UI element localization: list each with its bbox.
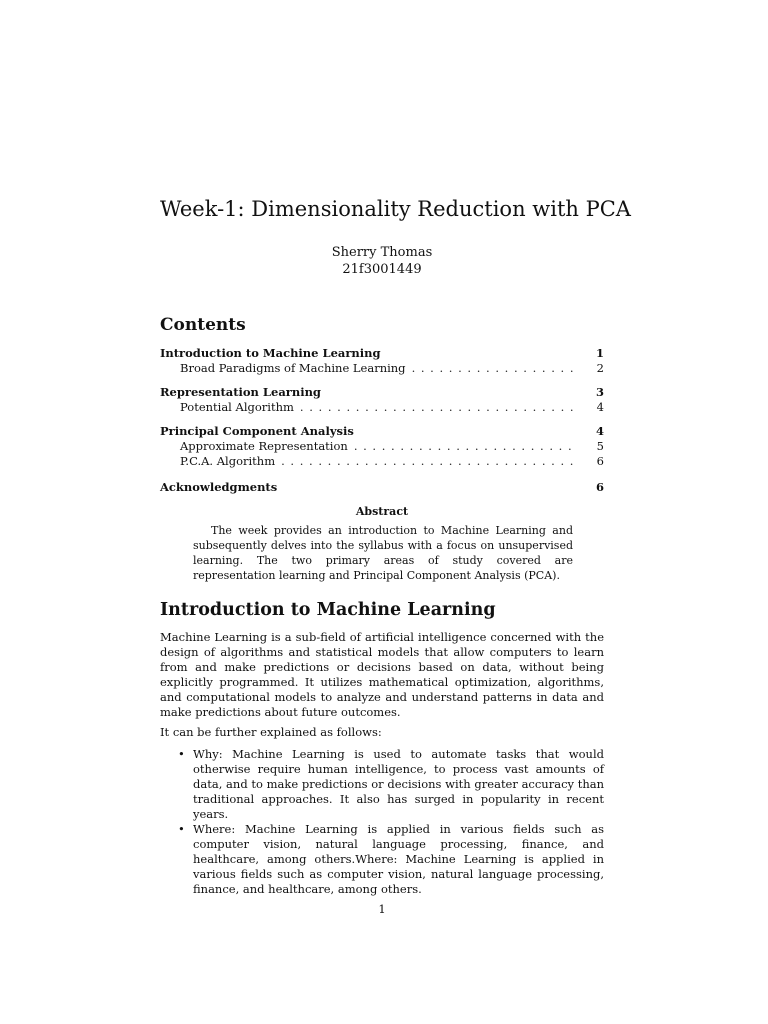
toc-subentry-label: Potential Algorithm	[180, 400, 294, 414]
toc-subentry-page: 5	[596, 439, 604, 453]
toc-entry[interactable]	[160, 385, 604, 400]
section-heading: Introduction to Machine Learning	[160, 600, 496, 620]
roll-number: 21f3001449	[342, 262, 422, 277]
contents-heading: Contents	[160, 315, 246, 335]
list-item-text: Why: Machine Learning is used to automate tasks that would otherwise require human intelligence, to process vast amounts of data, and to make predictions or decisions with greater accuracy than traditional approaches. It also has surged in popularity in recent years.	[193, 747, 604, 821]
toc-entry-label: Acknowledgments	[160, 480, 278, 494]
body-paragraph: Machine Learning is a sub-field of artificial intelligence concerned with the design of algorithms and statistical models that allow computers to learn from and make predictions or decisions based on data, without being explicitly programmed. It utilizes mathematical optimization, algorithms, and computational models to analyze and understand patterns in data and make predictions about future outcomes.	[160, 630, 604, 719]
toc-section	[160, 480, 604, 495]
toc-section	[160, 385, 604, 415]
toc-entry-page: 4	[595, 424, 604, 438]
paper-page	[160, 0, 631, 1024]
toc-leader-dots	[281, 454, 578, 469]
toc-section	[160, 346, 604, 376]
bullet-icon: •	[178, 822, 185, 836]
bullet-list	[160, 747, 604, 897]
toc-subentry-label: Broad Paradigms of Machine Learning	[180, 361, 406, 375]
toc-subentry-page: 4	[596, 400, 604, 414]
toc-entry[interactable]	[160, 424, 604, 439]
body-paragraph: It can be further explained as follows:	[160, 725, 382, 739]
list-item	[160, 822, 604, 897]
list-item-text: Where: Machine Learning is applied in various fields such as computer vision, natural language processing, finance, and healthcare, among others.Where: Machine Learning is applied in various fields such as computer vision, natural language processing, finance, and healthcare, among others.	[193, 822, 604, 896]
toc-subentry[interactable]	[160, 400, 604, 415]
toc-subentry-label: Approximate Representation	[180, 439, 348, 453]
toc-subentry[interactable]	[160, 454, 604, 469]
toc-subentry[interactable]	[160, 439, 604, 454]
table-of-contents	[160, 346, 604, 504]
abstract-body: The week provides an introduction to Machine Learning and subsequently delves into the syllabus with a focus on unsupervised learning. The two primary areas of study covered are representation learning and Principal Component Analysis (PCA).	[193, 524, 573, 582]
toc-section	[160, 424, 604, 469]
toc-leader-dots	[300, 400, 578, 415]
toc-entry-page: 6	[595, 480, 604, 494]
toc-subentry-label: P.C.A. Algorithm	[180, 454, 276, 468]
toc-subentry-page: 2	[596, 361, 604, 375]
toc-entry-label: Introduction to Machine Learning	[160, 346, 381, 360]
toc-entry-label: Principal Component Analysis	[160, 424, 354, 438]
author-name: Sherry Thomas	[331, 245, 433, 260]
toc-leader-dots	[412, 361, 578, 376]
list-item	[160, 747, 604, 822]
toc-subentry[interactable]	[160, 361, 604, 376]
bullet-icon: •	[178, 747, 185, 761]
toc-leader-dots	[354, 439, 578, 454]
toc-entry[interactable]	[160, 480, 604, 495]
abstract-heading: Abstract	[355, 505, 409, 518]
document-title: Week-1: Dimensionality Reduction with PCA	[160, 197, 631, 221]
page-number: 1	[378, 902, 386, 916]
toc-entry-label: Representation Learning	[160, 385, 321, 399]
toc-entry-page: 1	[595, 346, 604, 360]
toc-entry[interactable]	[160, 346, 604, 361]
toc-entry-page: 3	[595, 385, 604, 399]
toc-subentry-page: 6	[596, 454, 604, 468]
